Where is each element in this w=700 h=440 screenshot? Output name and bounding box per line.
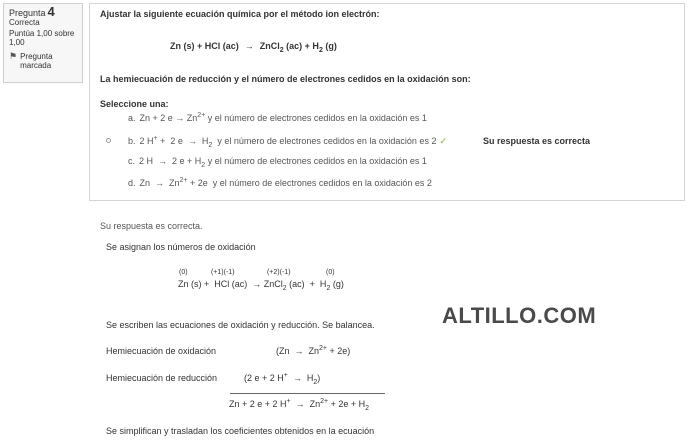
reduction-equation: (2 e + 2 $H^+ \to H_2$) (244, 372, 321, 386)
select-label: Seleccione una: (100, 99, 169, 109)
feedback-title: Su respuesta es correcta. (100, 221, 203, 231)
oxidation-equation: $(Zn \to Zn^{2+} + 2e)$ (276, 345, 351, 356)
flag-icon: ⚑ (9, 51, 18, 61)
correct-message: Su respuesta es correcta (483, 136, 591, 146)
option-c[interactable]: c. 2 H → 2 $e + H_2$ y el número de electrones cedidos en la oxidación es 1 (128, 156, 427, 169)
option-a[interactable]: a. Zn + 2 $e \to Zn^{2+}$ y el número de electrones cedidos en la oxidación es 1 (128, 112, 427, 123)
option-letter: d. (128, 178, 136, 188)
question-status: Correcta (9, 18, 40, 27)
oxidation-label: Hemiecuación de oxidación (106, 346, 217, 356)
question-text: Ajustar la siguiente ecuación química por el método ion electrón: (100, 9, 380, 19)
question-score-max: 1,00 (9, 38, 25, 47)
question-subtext: La hemiecuación de reducción y el número de electrones cedidos en la oxidación son: (100, 74, 471, 84)
question-label: Pregunta (9, 8, 46, 18)
question-number: 4 (47, 4, 55, 19)
question-box (89, 3, 685, 201)
flag-label-line1: Pregunta (20, 52, 53, 61)
ox-label: (0) (179, 269, 188, 276)
question-score: Puntúa 1,00 sobre (9, 29, 75, 38)
option-letter: b. (128, 136, 136, 146)
option-letter: c. (128, 156, 136, 166)
option-d[interactable]: d. $Zn \to Zn^{2+} + 2e$ y el número de electrones cedidos en la oxidación es 2 (128, 177, 432, 188)
ox-label: (0) (326, 269, 335, 276)
feedback-line-2: Se escriben las ecuaciones de oxidación y reducción. Se balancea. (106, 320, 375, 330)
sum-divider (230, 393, 385, 394)
flag-question-toggle[interactable] (9, 52, 77, 70)
option-letter: a. (128, 113, 136, 123)
watermark: ALTILLO.COM (442, 303, 597, 328)
feedback-last-line: Se simplifican y trasladan los coeficientes obtenidos en la ecuación (106, 426, 375, 436)
option-b-radio[interactable] (106, 138, 111, 143)
sum-equation: Zn + 2 e + 2 $H^+ \to Zn^{2+} + 2e + H_2$ (229, 398, 370, 412)
ox-label: (+2)(-1) (267, 269, 291, 276)
reduction-label: Hemiecuación de reducción (106, 373, 218, 383)
check-icon: ✓ (439, 136, 447, 146)
option-b[interactable]: b. 2 H+ + 2 $e \to H_2$ y el número de electrones cedidos en la oxidación es 2 ✓ (128, 135, 447, 149)
feedback-line-1: Se asignan los números de oxidación (106, 242, 256, 252)
ox-label: (+1)(-1) (211, 269, 235, 276)
feedback-equation: Zn (s) + HCl (ac) → ZnCl$_2$ $(ac) + H_2$ (g) (178, 279, 344, 292)
flag-label-line2: marcada (20, 61, 52, 70)
question-info-panel (3, 3, 83, 83)
question-equation: Zn (s) + HCl (ac) → ZnCl$_2$ $(ac) + H_2$ (g) (170, 41, 337, 54)
